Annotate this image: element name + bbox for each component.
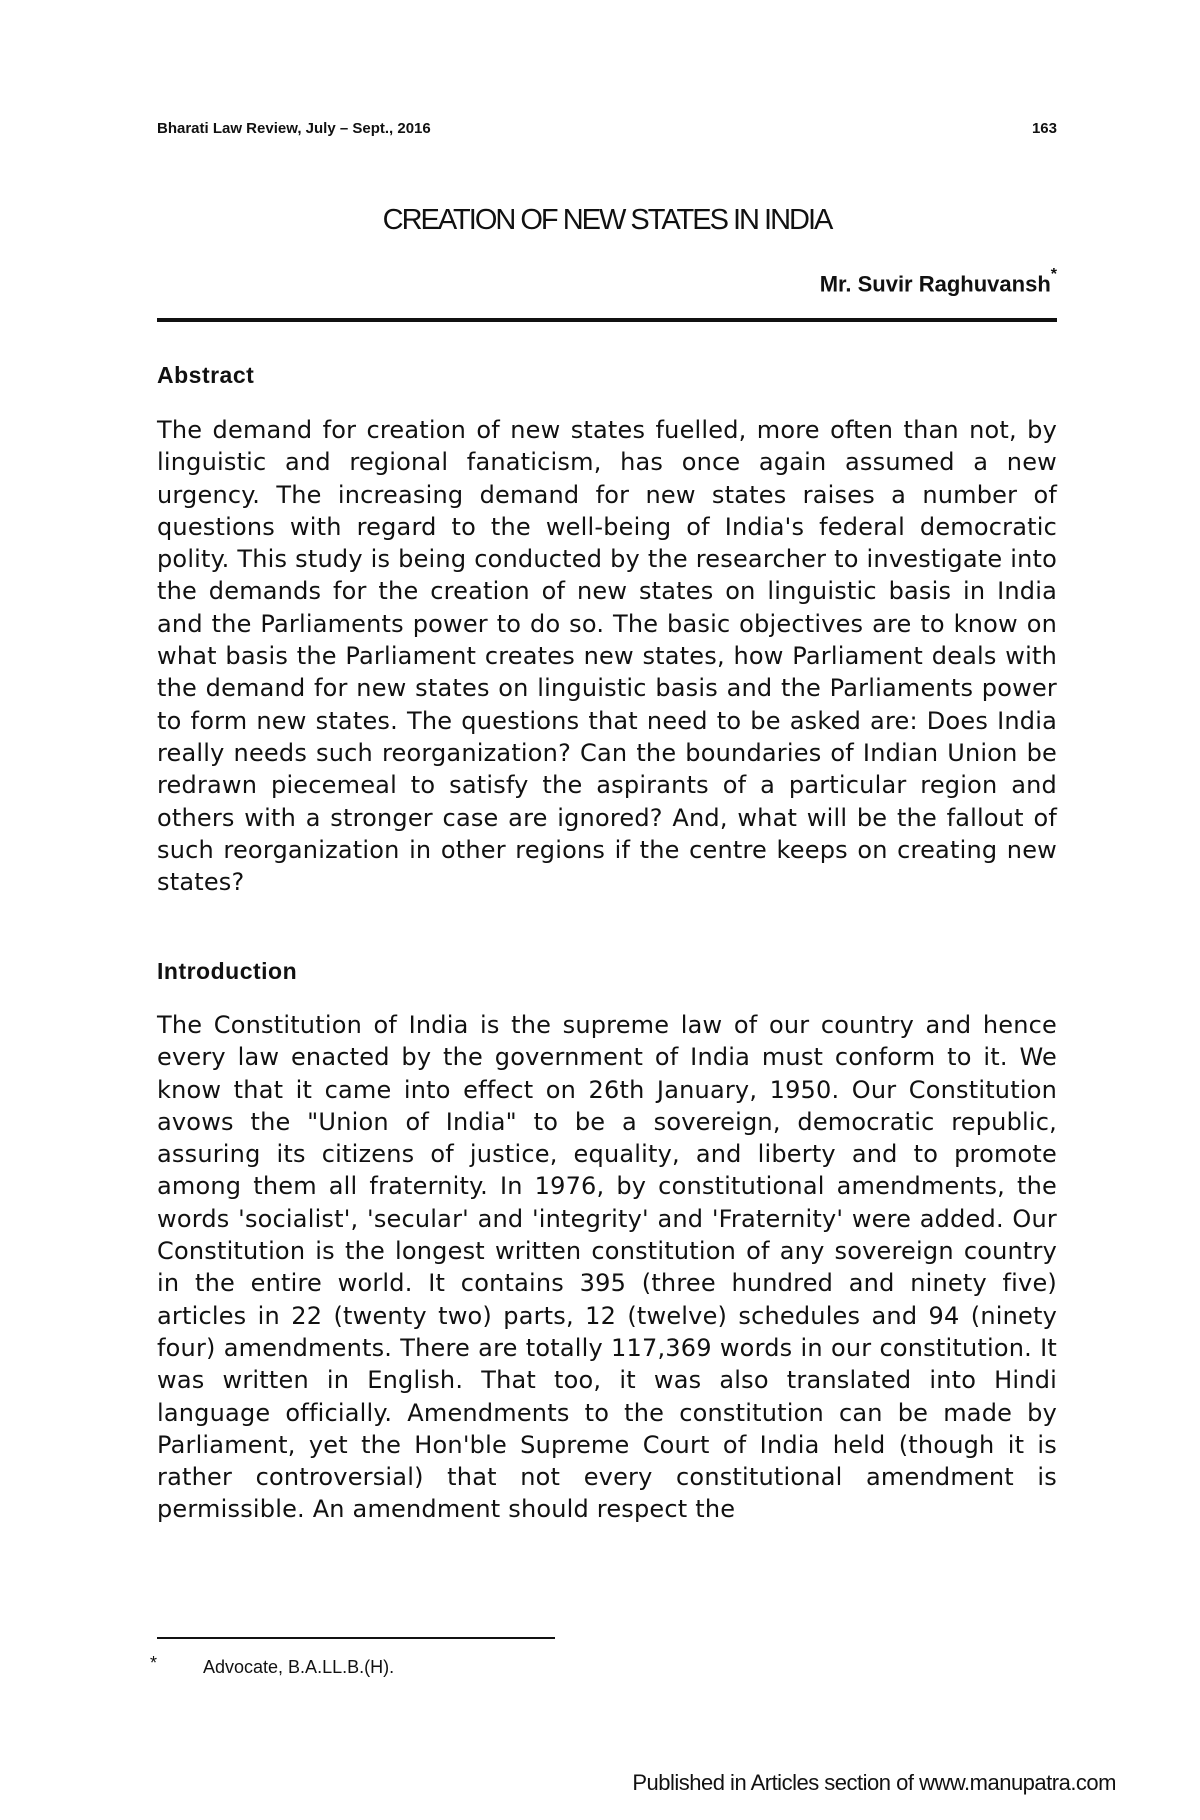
journal-citation: Bharati Law Review, July – Sept., 2016 (157, 120, 431, 137)
abstract-paragraph: The demand for creation of new states fuelled, more often than not, by linguistic and regional fanaticism, has once again assumed a new urgency. The increasing demand for new states raises a number of questions with regard to the well-being of India's federal democratic polity. This study is being conducted by the researcher to investigate into the demands for the creation of new states on linguistic basis in India and the Parliaments power to do so. The basic objectives are to know on what basis the Parliament creates new states, how Parliament deals with the demand for new states on linguistic basis and the Parliaments power to form new states. The questions that need to be asked are: Does India really needs such reorganization? Can the boundaries of Indian Union be redrawn piecemeal to satisfy the aspirants of a particular region and others with a stronger case are ignored? And, what will be the fallout of such reorganization in other regions if the centre keeps on creating new states? (157, 416, 1057, 897)
publisher-footer: Published in Articles section of www.manupatra.com (632, 1770, 1116, 1795)
title-divider (157, 318, 1057, 322)
author-footnote-mark: * (1050, 266, 1057, 283)
footnote-divider (157, 1637, 555, 1639)
author-line (819, 266, 1057, 297)
article-title: CREATION OF NEW STATES IN INDIA (382, 204, 832, 236)
page-number: 163 (1031, 120, 1057, 137)
abstract-heading: Abstract (157, 362, 255, 388)
introduction-paragraph: The Constitution of India is the supreme law of our country and hence every law enacted by the government of India must conform to it. We know that it came into effect on 26th January, 1950. Our Constitution avows the "Union of India" to be a sovereign, democratic republic, assuring its citizens of justice, equality, and liberty and to promote among them all fraternity. In 1976, by constitutional amendments, the words 'socialist', 'secular' and 'integrity' and 'Fraternity' were added. Our Constitution is the longest written constitution of any sovereign country in the entire world. It contains 395 (three hundred and ninety five) articles in 22 (twenty two) parts, 12 (twelve) schedules and 94 (ninety four) amendments. There are totally 117,369 words in our constitution. It was written in English. That too, it was also translated into Hindi language officially. Amendments to the constitution can be made by Parliament, yet the Hon'ble Supreme Court of India held (though it is rather controversial) that not every constitutional amendment is permissible. An amendment should respect the (157, 1011, 1057, 1524)
introduction-heading: Introduction (157, 958, 298, 984)
footnote-mark: * (150, 1653, 158, 1673)
author-name: Mr. Suvir Raghuvansh (819, 271, 1051, 297)
running-head (157, 120, 1057, 144)
footnote-text: Advocate, B.A.LL.B.(H). (203, 1657, 395, 1677)
